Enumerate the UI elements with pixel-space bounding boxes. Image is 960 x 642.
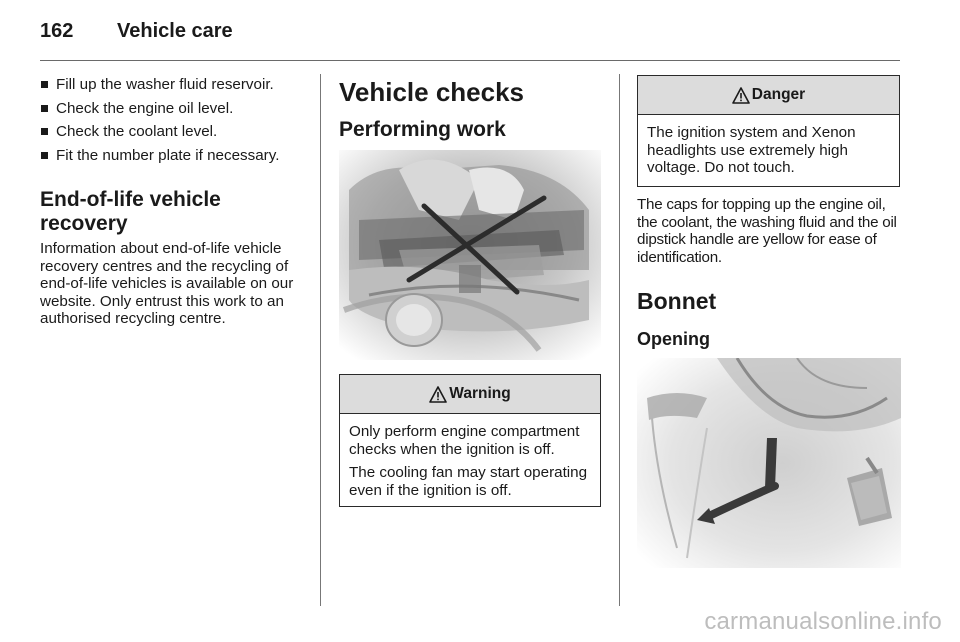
danger-text: The ignition system and Xenon headlights use extremely high voltage. Do not touch. — [647, 124, 856, 177]
bonnet-release-illustration — [637, 358, 901, 568]
danger-box — [637, 75, 900, 187]
warning-body — [340, 414, 600, 513]
section-title: Vehicle care — [117, 20, 233, 42]
warning-text: The cooling fan may start operating even if the ignition is off. — [349, 464, 588, 499]
danger-label: Danger — [751, 86, 806, 103]
heading-line: End-of-life vehicle — [40, 188, 221, 211]
warning-label: Warning — [449, 385, 511, 402]
engine-compartment-illustration — [339, 150, 601, 360]
caps-paragraph: The caps for topping up the engine oil, the coolant, the washing fluid and the oil dipstick handle are yellow for ease of identification. — [637, 196, 897, 266]
danger-triangle-icon — [732, 87, 750, 104]
column-divider-left — [320, 74, 321, 606]
end-of-life-heading — [40, 188, 221, 236]
watermark: carmanualsonline.info — [704, 608, 942, 635]
heading-line: recovery — [40, 212, 128, 235]
list-item: Check the coolant level. — [40, 123, 305, 141]
page-number: 162 — [40, 20, 74, 42]
list-item: Check the engine oil level. — [40, 100, 305, 118]
vehicle-checks-title: Vehicle checks — [339, 77, 525, 107]
danger-body — [638, 115, 899, 191]
danger-header — [638, 76, 899, 115]
list-item: Fill up the washer fluid reservoir. — [40, 76, 305, 94]
list-item: Fit the number plate if necessary. — [40, 147, 305, 165]
header-rule — [40, 60, 900, 61]
performing-work-subtitle: Performing work — [339, 118, 506, 141]
checklist — [40, 76, 305, 171]
end-of-life-paragraph: Information about end-of-life vehicle recovery centres and the recycling of end-of-life vehicles is available on our website. Only entrust this work to an authorised recycling centre. — [40, 240, 294, 328]
engine-bay-drawing — [339, 150, 601, 360]
warning-header — [340, 375, 600, 414]
opening-heading: Opening — [637, 329, 710, 349]
column-divider-right — [619, 74, 620, 606]
warning-text: Only perform engine compartment checks when the ignition is off. — [349, 423, 580, 458]
warning-box — [339, 374, 601, 507]
bonnet-heading: Bonnet — [637, 288, 717, 314]
bonnet-release-drawing — [637, 358, 901, 568]
warning-triangle-icon — [429, 386, 447, 403]
